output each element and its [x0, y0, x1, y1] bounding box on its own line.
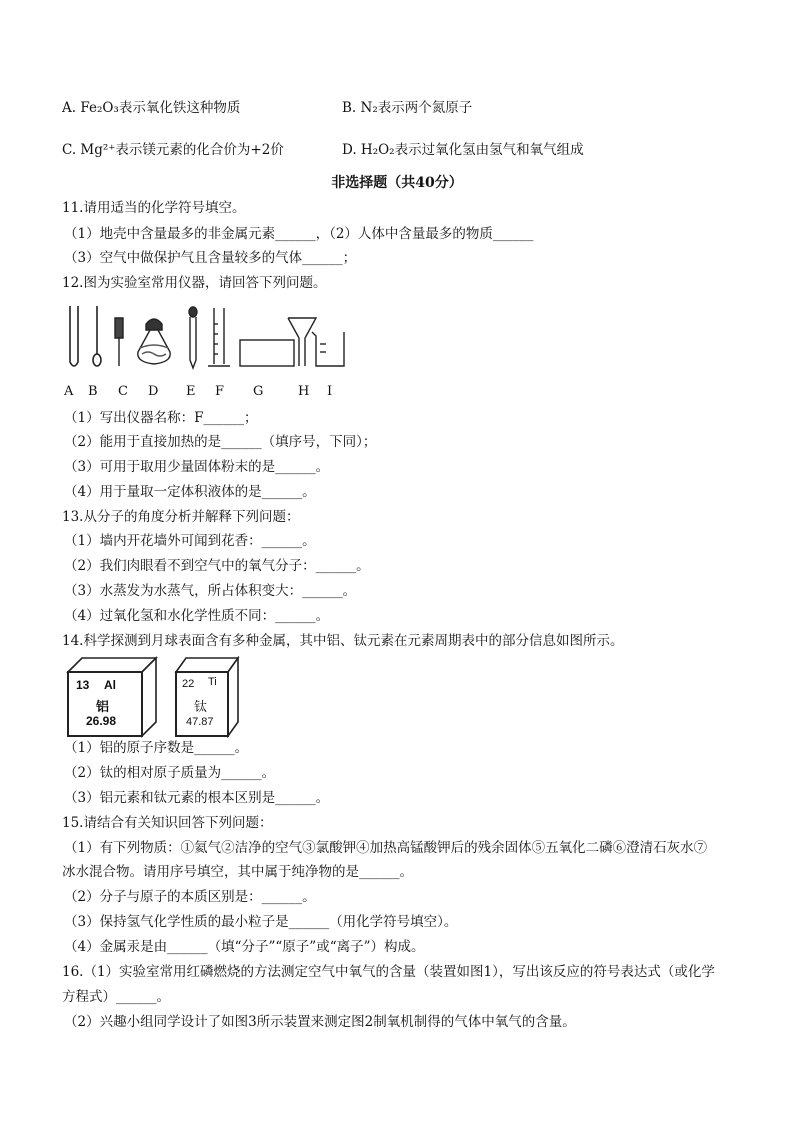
q12-stem: 12.图为实验室常用仪器，请回答下列问题。 — [62, 275, 327, 291]
ti-number: 22 — [182, 678, 195, 690]
al-mass: 26.98 — [86, 714, 117, 728]
q13-part1: （1）墙内开花墙外可闻到花香：______。 — [64, 533, 316, 549]
label-b: B — [88, 384, 98, 399]
beaker-icon — [312, 332, 344, 366]
q15-part4: （4）金属汞是由______（填“分子”“原子”或“离子”）构成。 — [64, 939, 425, 955]
q13-part2: （2）我们肉眼看不到空气中的氧气分子：______。 — [64, 558, 370, 574]
option-c: C. Mg²⁺表示镁元素的化合价为+2价 — [62, 142, 284, 158]
q14-part1: （1）铝的原子序数是______。 — [64, 740, 249, 756]
test-tube-icon — [70, 306, 78, 366]
q12-part4: （4）用于量取一定体积液体的是______。 — [64, 484, 316, 500]
ti-name: 钛 — [194, 700, 208, 715]
option-b: B. N₂表示两个氮原子 — [342, 100, 473, 116]
label-g: G — [253, 384, 264, 399]
label-f: F — [215, 384, 225, 399]
q11-part1: （1）地壳中含量最多的非金属元素______，（2）人体中含量最多的物质______ — [64, 226, 534, 242]
q13-part3: （3）水蒸发为水蒸气，所占体积变大：______。 — [64, 583, 357, 599]
q15-part1-line2: 冰水混合物。请用序号填空，其中属于纯净物的是______。 — [62, 864, 413, 880]
alcohol-lamp-icon — [138, 319, 170, 364]
q12-part3: （3）可用于取用少量固体粉末的是______。 — [64, 459, 330, 475]
option-a: A. Fe₂O₃表示氧化铁这种物质 — [62, 100, 241, 116]
q12-part1: （1）写出仪器名称：F______； — [64, 410, 258, 426]
label-h: H — [298, 384, 310, 399]
lab-apparatus-figure — [64, 304, 354, 374]
q16-part1-line1: 16.（1）实验室常用红磷燃烧的方法测定空气中氧气的含量（装置如图1），写出该反应的符号表达式（或化学 — [62, 964, 715, 980]
q15-part1-line1: （1）有下列物质：①氦气②洁净的空气③氯酸钾④加热高锰酸钾后的残余固体⑤五氧化二磷⑥澄清石灰水⑦ — [64, 840, 708, 856]
q16-part2: （2）兴趣小组同学设计了如图3所示装置来测定图2制氧机制得的气体中氧气的含量。 — [64, 1014, 576, 1030]
q15-part3: （3）保持氢气化学性质的最小粒子是______（用化学符号填空）。 — [64, 914, 458, 930]
al-name: 铝 — [96, 700, 110, 715]
medicine-spoon-icon — [93, 306, 101, 366]
q14-stem: 14.科学探测到月球表面含有多种金属，其中铝、钛元素在元素周期表中的部分信息如图所示。 — [62, 633, 624, 649]
al-number: 13 — [76, 678, 90, 692]
label-i: I — [327, 384, 333, 399]
test-tube-brush-icon — [115, 318, 123, 366]
q11-part3: （3）空气中做保护气且含量较多的气体______； — [64, 250, 357, 266]
element-cell-ti — [172, 656, 242, 738]
apparatus-labels — [0, 382, 794, 402]
q16-part1-line2: 方程式）______。 — [62, 989, 170, 1005]
q13-stem: 13.从分子的角度分析并解释下列问题： — [62, 509, 300, 525]
q14-part3: （3）铝元素和钛元素的根本区别是______。 — [64, 790, 330, 806]
q15-stem: 15.请结合有关知识回答下列问题： — [62, 815, 273, 831]
q15-part2: （2）分子与原子的本质区别是：______。 — [64, 889, 316, 905]
ti-symbol: Ti — [208, 676, 217, 688]
label-d: D — [148, 384, 159, 399]
label-c: C — [118, 384, 128, 399]
element-cell-al — [64, 656, 160, 738]
q14-part2: （2）钛的相对原子质量为______。 — [64, 765, 276, 781]
al-symbol: Al — [104, 678, 116, 692]
funnel-icon — [288, 318, 316, 366]
q13-part4: （4）过氧化氢和水化学性质不同：______。 — [64, 608, 330, 624]
q12-part2: （2）能用于直接加热的是______（填序号，下同）； — [64, 434, 377, 450]
label-e: E — [186, 384, 196, 399]
q11-stem: 11.请用适当的化学符号填空。 — [62, 200, 246, 216]
glass-plate-icon — [240, 340, 294, 366]
option-d: D. H₂O₂表示过氧化氢由氢气和氧气组成 — [342, 142, 584, 158]
label-a: A — [64, 384, 74, 399]
ti-mass: 47.87 — [186, 716, 214, 728]
dropper-icon — [189, 307, 197, 368]
graduated-cylinder-icon — [208, 308, 230, 366]
section-title: 非选择题（共40分） — [331, 175, 463, 191]
